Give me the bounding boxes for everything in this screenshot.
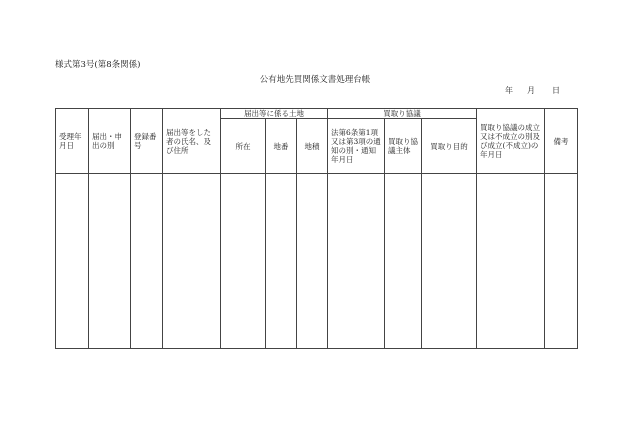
date-month-label: 月 xyxy=(527,86,535,95)
cell-notifier[interactable] xyxy=(163,174,221,349)
cell-area[interactable] xyxy=(297,174,328,349)
header-outcome: 買取り協議の成立又は不成立の別及び成立(不成立)の年月日 xyxy=(477,109,545,174)
header-notification-type: 届出・申出の別 xyxy=(89,109,131,174)
cell-received-date[interactable] xyxy=(56,174,89,349)
header-received-date: 受理年月日 xyxy=(56,109,89,174)
form-number: 様式第3号(第8条関係) xyxy=(55,60,141,70)
cell-location[interactable] xyxy=(221,174,266,349)
cell-remarks[interactable] xyxy=(545,174,578,349)
cell-purpose[interactable] xyxy=(422,174,477,349)
register-table xyxy=(55,108,578,349)
cell-outcome[interactable] xyxy=(477,174,545,349)
table-row xyxy=(56,174,578,349)
header-lot-number: 地番 xyxy=(266,119,297,174)
date-year-label: 年 xyxy=(505,86,513,95)
header-purchase-group: 買取り協議 xyxy=(328,109,477,119)
header-purpose: 買取り目的 xyxy=(422,119,477,174)
header-remarks: 備考 xyxy=(545,109,578,174)
header-registration-no: 登録番号 xyxy=(131,109,163,174)
header-location: 所在 xyxy=(221,119,266,174)
header-article6-notice: 法第6条第1項又は第3項の通知の別・通知年月日 xyxy=(328,119,385,174)
document-title: 公有地先買関係文書処理台帳 xyxy=(259,75,371,85)
header-area: 地積 xyxy=(297,119,328,174)
cell-notification-type[interactable] xyxy=(89,174,131,349)
header-land-group: 届出等に係る土地 xyxy=(221,109,328,119)
header-purchaser: 買取り協議主体 xyxy=(385,119,422,174)
cell-purchaser[interactable] xyxy=(385,174,422,349)
header-notifier: 届出等をした者の氏名、及び住所 xyxy=(163,109,221,174)
cell-lot-number[interactable] xyxy=(266,174,297,349)
cell-article6-notice[interactable] xyxy=(328,174,385,349)
cell-registration-no[interactable] xyxy=(131,174,163,349)
date-day-label: 日 xyxy=(552,86,560,95)
